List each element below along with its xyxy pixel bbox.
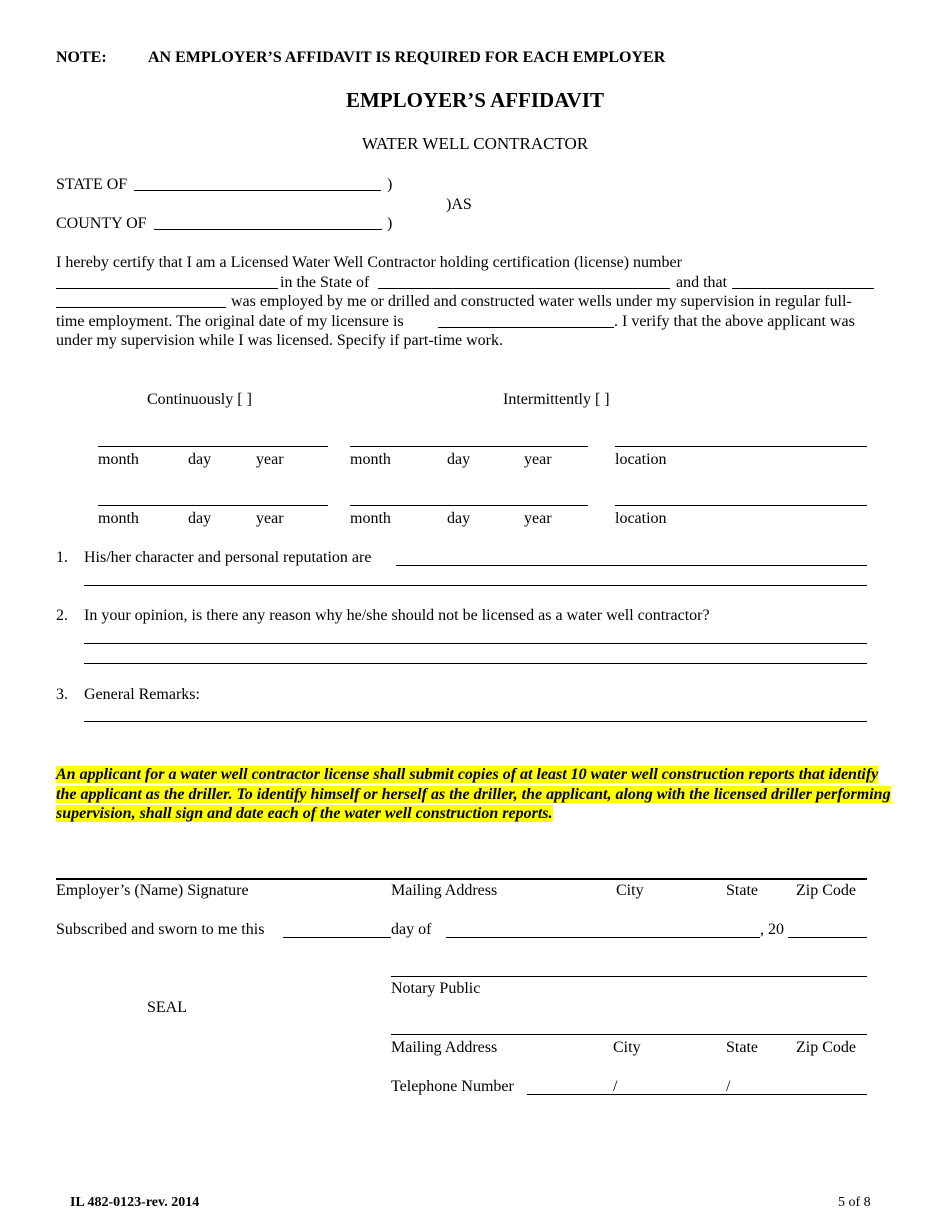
year-label: year xyxy=(524,451,552,468)
cert-line-1: I hereby certify that I am a Licensed Water Well Contractor holding certification (license) number xyxy=(56,254,682,271)
cert-state-field[interactable] xyxy=(378,288,670,289)
day-label: day xyxy=(188,451,212,468)
location-field-2[interactable] xyxy=(615,505,867,506)
intermittently-checkbox[interactable]: Intermittently [ ] xyxy=(503,391,610,408)
question-number: 3. xyxy=(56,686,68,703)
note-text: AN EMPLOYER’S AFFIDAVIT IS REQUIRED FOR EACH EMPLOYER xyxy=(148,49,666,66)
opinion-field-2[interactable] xyxy=(84,663,867,664)
day-label: day xyxy=(447,510,471,527)
form-id: IL 482-0123-rev. 2014 xyxy=(70,1195,200,1210)
license-number-field[interactable] xyxy=(56,288,278,289)
notary-address-field[interactable] xyxy=(391,1034,867,1035)
as-label: )AS xyxy=(446,196,472,213)
question-text: In your opinion, is there any reason why he/she should not be licensed as a water well contractor? xyxy=(84,607,710,624)
county-paren: ) xyxy=(387,215,393,232)
cert-and-that: and that xyxy=(676,274,728,291)
cert-line-5: under my supervision while I was licensed. Specify if part-time work. xyxy=(56,332,503,349)
to-date-field-1[interactable] xyxy=(350,446,588,447)
question-text: General Remarks: xyxy=(84,686,200,703)
year-prefix-label: , 20 xyxy=(760,921,784,938)
reputation-field-1[interactable] xyxy=(396,565,867,566)
year-label: year xyxy=(256,510,284,527)
applicant-name-field-1[interactable] xyxy=(732,288,874,289)
note-label: NOTE: xyxy=(56,49,107,66)
question-text: His/her character and personal reputation are xyxy=(84,549,372,566)
day-label: day xyxy=(188,510,212,527)
telephone-field[interactable] xyxy=(527,1094,867,1095)
location-label: location xyxy=(615,510,667,527)
location-label: location xyxy=(615,451,667,468)
question-number: 1. xyxy=(56,549,68,566)
subscribed-label: Subscribed and sworn to me this xyxy=(56,921,265,938)
telephone-slash: / xyxy=(726,1078,731,1095)
cert-state-of: in the State of xyxy=(280,274,370,291)
licensure-date-field[interactable] xyxy=(438,327,614,328)
zip-label: Zip Code xyxy=(796,1039,856,1056)
day-label: day xyxy=(447,451,471,468)
cert-line-4b: . I verify that the above applicant was xyxy=(614,313,855,330)
mailing-address-label: Mailing Address xyxy=(391,1039,498,1056)
remarks-field[interactable] xyxy=(84,721,867,722)
month-label: month xyxy=(98,510,139,527)
applicant-name-field-2[interactable] xyxy=(56,307,226,308)
employer-signature-field[interactable] xyxy=(56,878,867,880)
city-label: City xyxy=(616,882,644,899)
question-number: 2. xyxy=(56,607,68,624)
seal-label: SEAL xyxy=(147,999,187,1016)
reputation-field-2[interactable] xyxy=(84,585,867,586)
page-number: 5 of 8 xyxy=(838,1195,871,1210)
page-subtitle: WATER WELL CONTRACTOR xyxy=(361,134,589,153)
from-date-field-1[interactable] xyxy=(98,446,328,447)
year-label: year xyxy=(524,510,552,527)
subscribed-month-field[interactable] xyxy=(446,937,760,938)
state-label: State xyxy=(726,882,758,899)
telephone-slash: / xyxy=(613,1078,618,1095)
notice-highlight: An applicant for a water well contractor license shall submit copies of at least 10 water well construction reports that identify the applicant as the driller. To identify himself or herself as the driller, the applicant, along with the licensed driller performing supervision, shall sign and date each of the water well construction reports. xyxy=(56,766,891,823)
notary-public-label: Notary Public xyxy=(391,980,481,997)
employer-signature-label: Employer’s (Name) Signature xyxy=(56,882,249,899)
notice-text xyxy=(56,765,896,824)
subscribed-day-field[interactable] xyxy=(283,937,391,938)
zip-label: Zip Code xyxy=(796,882,856,899)
month-label: month xyxy=(350,510,391,527)
state-of-field[interactable] xyxy=(134,190,381,191)
month-label: month xyxy=(98,451,139,468)
year-label: year xyxy=(256,451,284,468)
state-paren: ) xyxy=(387,176,393,193)
telephone-label: Telephone Number xyxy=(391,1078,514,1095)
month-label: month xyxy=(350,451,391,468)
opinion-field-1[interactable] xyxy=(84,643,867,644)
mailing-address-label: Mailing Address xyxy=(391,882,498,899)
county-of-label: COUNTY OF xyxy=(56,215,147,232)
to-date-field-2[interactable] xyxy=(350,505,588,506)
city-label: City xyxy=(613,1039,641,1056)
location-field-1[interactable] xyxy=(615,446,867,447)
cert-line-3: was employed by me or drilled and constructed water wells under my supervision in regular full- xyxy=(231,293,852,310)
state-label: State xyxy=(726,1039,758,1056)
cert-line-4a: time employment. The original date of my licensure is xyxy=(56,313,404,330)
from-date-field-2[interactable] xyxy=(98,505,328,506)
subscribed-year-field[interactable] xyxy=(788,937,867,938)
notary-signature-field[interactable] xyxy=(391,976,867,977)
day-of-label: day of xyxy=(391,921,432,938)
continuously-checkbox[interactable]: Continuously [ ] xyxy=(147,391,252,408)
page-title: EMPLOYER’S AFFIDAVIT xyxy=(345,88,605,112)
county-of-field[interactable] xyxy=(154,229,382,230)
state-of-label: STATE OF xyxy=(56,176,128,193)
